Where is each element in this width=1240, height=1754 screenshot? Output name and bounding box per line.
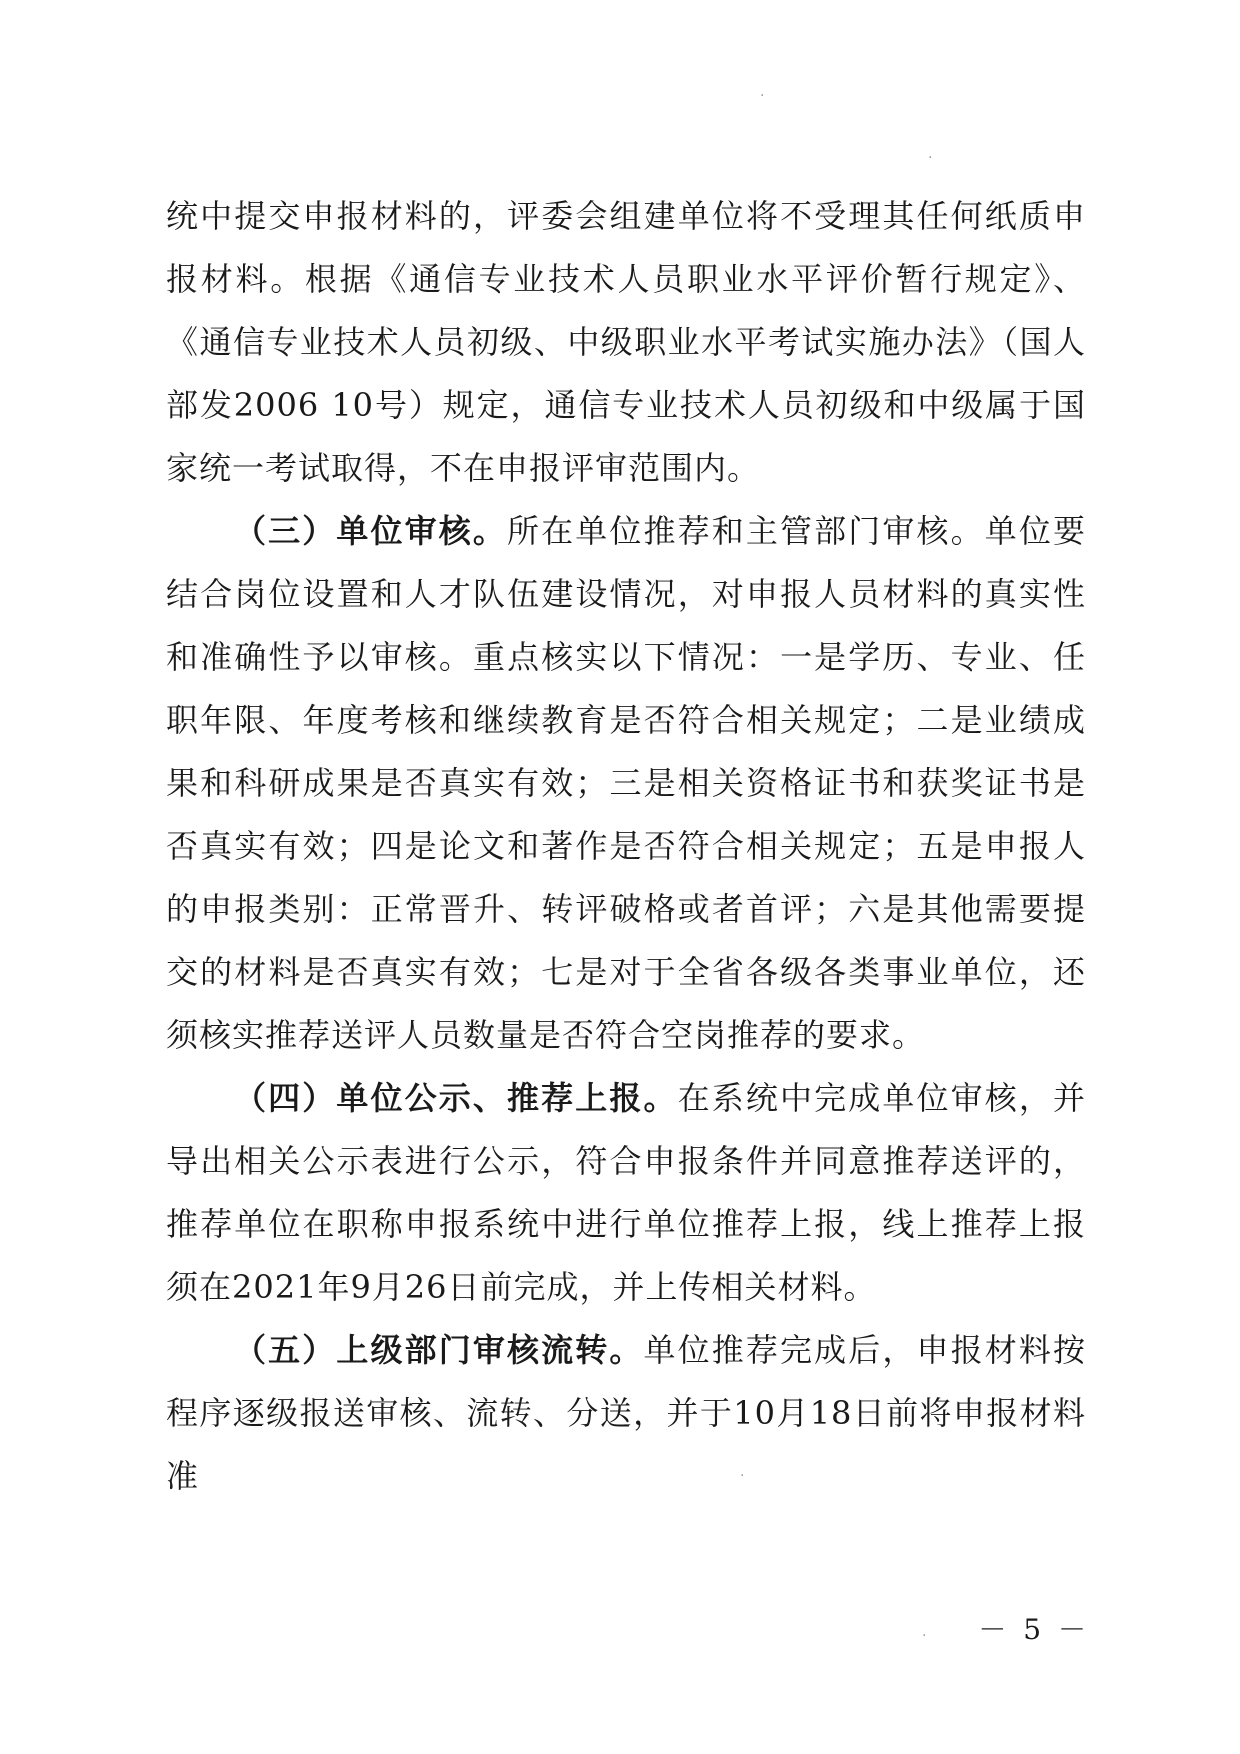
paragraph-unit-publicity	[166, 1067, 1086, 1319]
scan-speck: ·	[922, 1628, 927, 1644]
section-heading: （五）上级部门审核流转。	[234, 1331, 644, 1369]
paragraph-text: 单位推荐完成后，申报材料按程序逐级报送审核、流转、分送，并于10月18日前将申报材料准	[166, 1331, 1086, 1495]
scan-speck: ·	[928, 150, 933, 166]
paragraph-unit-review	[166, 500, 1086, 1067]
scan-speck: ·	[740, 1468, 745, 1484]
page-number: － 5 －	[978, 1613, 1090, 1646]
section-heading: （四）单位公示、推荐上报。	[234, 1079, 678, 1117]
paragraph-text: 统中提交申报材料的，评委会组建单位将不受理其任何纸质申报材料。根据《通信专业技术人员职业水平评价暂行规定》、《通信专业技术人员初级、中级职业水平考试实施办法》（国人部发2006 10号）规定，通信专业技术人员初级和中级属于国家统一考试取得，不在申报评审范围内。	[166, 197, 1086, 487]
paragraph-superior-review	[166, 1319, 1086, 1508]
paragraph-continuation	[166, 185, 1086, 500]
paragraph-text: 所在单位推荐和主管部门审核。单位要结合岗位设置和人才队伍建设情况，对申报人员材料的真实性和准确性予以审核。重点核实以下情况：一是学历、专业、任职年限、年度考核和继续教育是否符合相关规定；二是业绩成果和科研成果是否真实有效；三是相关资格证书和获奖证书是否真实有效；四是论文和著作是否符合相关规定；五是申报人的申报类别：正常晋升、转评破格或者首评；六是其他需要提交的材料是否真实有效；七是对于全省各级各类事业单位，还须核实推荐送评人员数量是否符合空岗推荐的要求。	[166, 512, 1086, 1054]
document-body	[166, 185, 1086, 1508]
scan-speck: ·	[760, 88, 765, 104]
paragraph-text: 在系统中完成单位审核，并导出相关公示表进行公示，符合申报条件并同意推荐送评的，推荐单位在职称申报系统中进行单位推荐上报，线上推荐上报须在2021年9月26日前完成，并上传相关材料。	[166, 1079, 1086, 1306]
section-heading: （三）单位审核。	[234, 512, 507, 550]
